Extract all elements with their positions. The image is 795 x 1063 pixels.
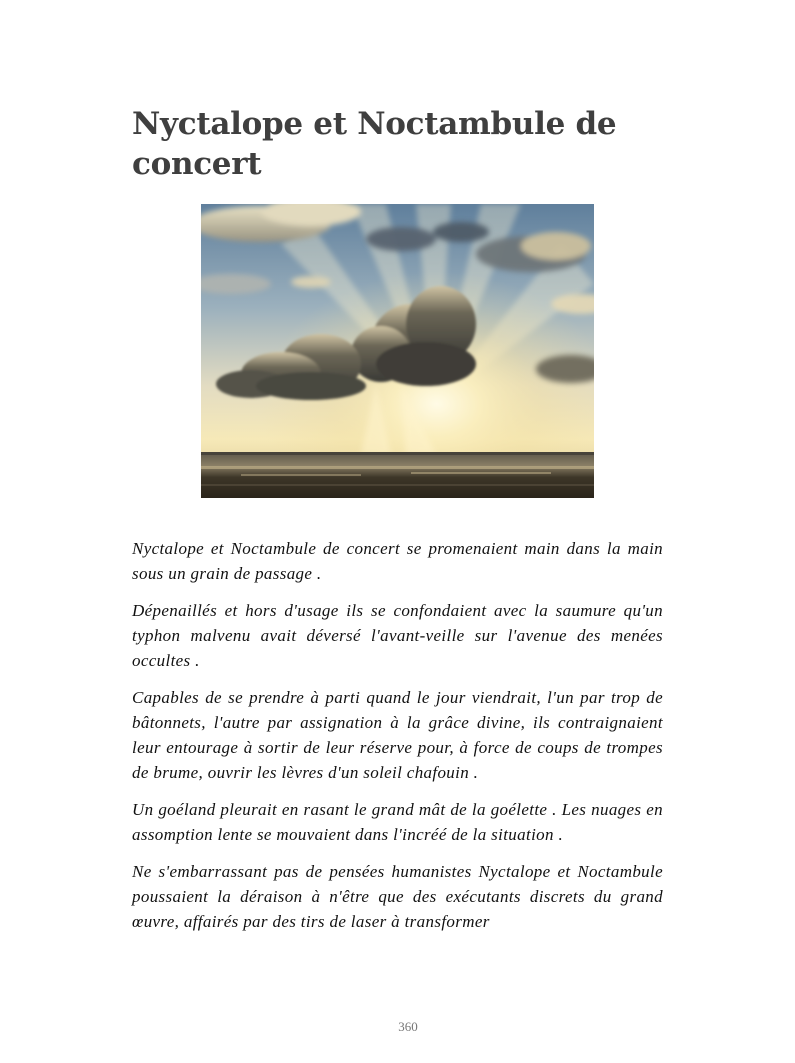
body-text xyxy=(132,536,663,946)
paragraph: Un goéland pleurait en rasant le grand mât de la goélette . Les nuages en assomption lente se mouvaient dans l'incréé de la situation . xyxy=(132,800,663,844)
sunset-sea-photo xyxy=(201,204,594,498)
page-number: 360 xyxy=(398,1019,418,1034)
page-title: Nyctalope et Noctambule de concert xyxy=(132,106,617,182)
paragraph: Capables de se prendre à parti quand le jour viendrait, l'un par trop de bâtonnets, l'autre par assignation à la grâce divine, ils contraignaient leur entourage à sortir de leur réserve pour, à force de coups de trompes de brume, ouvrir les lèvres d'un soleil chafouin . xyxy=(132,688,663,782)
photo-illustration xyxy=(201,204,594,498)
paragraph: Ne s'embarrassant pas de pensées humanistes Nyctalope et Noctambule poussaient la déraison à n'être que des exécutants discrets du grand œuvre, affairés par des tirs de laser à transformer xyxy=(132,862,663,931)
paragraph: Nyctalope et Noctambule de concert se promenaient main dans la main sous un grain de passage . xyxy=(132,539,663,583)
paragraph: Dépenaillés et hors d'usage ils se confondaient avec la saumure qu'un typhon malvenu avait déversé l'avant-veille sur l'avenue des menées occultes . xyxy=(132,601,663,670)
